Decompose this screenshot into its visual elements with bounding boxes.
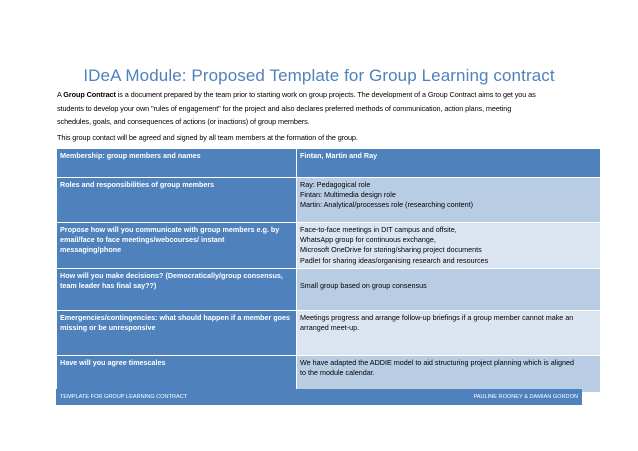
row-value-line: Fintan: Multimedia design role [300, 190, 396, 200]
row-label-cell [57, 178, 297, 223]
row-label-cell [57, 268, 297, 310]
intro-lead: A [57, 90, 64, 99]
row-value-cell [297, 178, 601, 223]
row-label-cell [57, 223, 297, 269]
footer-title: TEMPLATE FOR GROUP LEARNING CONTRACT [60, 394, 188, 400]
contract-table [56, 148, 601, 393]
row-label-line: How will you make decisions? (Democratically/group consensus, [60, 270, 283, 280]
row-label-line: messaging/phone [60, 245, 122, 255]
table-row [57, 223, 601, 269]
row-value-cell [297, 149, 601, 178]
row-label-line: team leader has final say??) [60, 281, 157, 291]
row-value-cell [297, 310, 601, 355]
row-value-line: to the module calendar. [300, 368, 375, 378]
footer-authors: PAULINE ROONEY & DAMIAN GORDON [473, 394, 578, 400]
row-label-line: Roles and responsibilities of group members [60, 180, 215, 189]
page-title: IDeA Module: Proposed Template for Group Learning contract [83, 66, 555, 85]
row-label-line: email/face to face meetings/webcourses/ instant [60, 235, 225, 245]
footer-bar [56, 389, 582, 405]
row-label-cell [57, 310, 297, 355]
row-label-cell [57, 149, 297, 178]
row-label-line: Propose how will you communicate with group members e.g. by [60, 225, 280, 234]
row-value-line: Microsoft OneDrive for storing/sharing project documents [300, 245, 482, 255]
intro-paragraph [57, 88, 597, 129]
table-row [57, 310, 601, 355]
row-value-line: WhatsApp group for continuous exchange, [300, 235, 436, 245]
row-label-line: Membership: group members and names [60, 151, 201, 160]
row-value-line: Martin: Analytical/processes role (researching content) [300, 200, 473, 210]
row-value-line: Fintan, Martin and Ray [300, 151, 378, 160]
row-value-line: Meetings progress and arrange follow-up briefings if a group member cannot make an [300, 312, 574, 322]
row-value-line: Face-to-face meetings in DIT campus and offsite, [300, 225, 457, 234]
row-value-cell [297, 223, 601, 269]
row-value-line: Small group based on group consensus [300, 280, 427, 290]
row-label-line: missing or be unresponsive [60, 323, 156, 333]
table-row [57, 355, 601, 392]
table-row [57, 178, 601, 223]
row-value-line: Padlet for sharing ideas/organising research and resources [300, 255, 489, 265]
agreement-statement: This group contact will be agreed and signed by all team members at the formation of the group. [57, 133, 358, 142]
intro-line-3: schedules, goals, and consequences of actions (or inactions) of group members. [57, 117, 310, 126]
intro-term: Group Contract [63, 90, 116, 99]
table-row [57, 268, 601, 310]
intro-line-2: students to develop your own "rules of engagement" for the project and also declares preferred methods of communication, action plans, meeting [57, 103, 512, 113]
row-label-cell [57, 355, 297, 392]
intro-line-1: is a document prepared by the team prior to starting work on group projects. The development of a Group Contract aims to get you as [115, 90, 536, 99]
row-label-line: Have will you agree timescales [60, 357, 166, 367]
row-value-line: We have adapted the ADDIE model to aid structuring project planning which is aligned [300, 357, 574, 367]
row-value-line: Ray: Pedagogical role [300, 180, 371, 189]
table-row [57, 149, 601, 178]
row-value-line: arranged meet-up. [300, 323, 360, 333]
row-label-line: Emergencies/contingencies: what should happen if a member goes [60, 312, 291, 322]
row-value-cell [297, 268, 601, 310]
row-value-cell [297, 355, 601, 392]
